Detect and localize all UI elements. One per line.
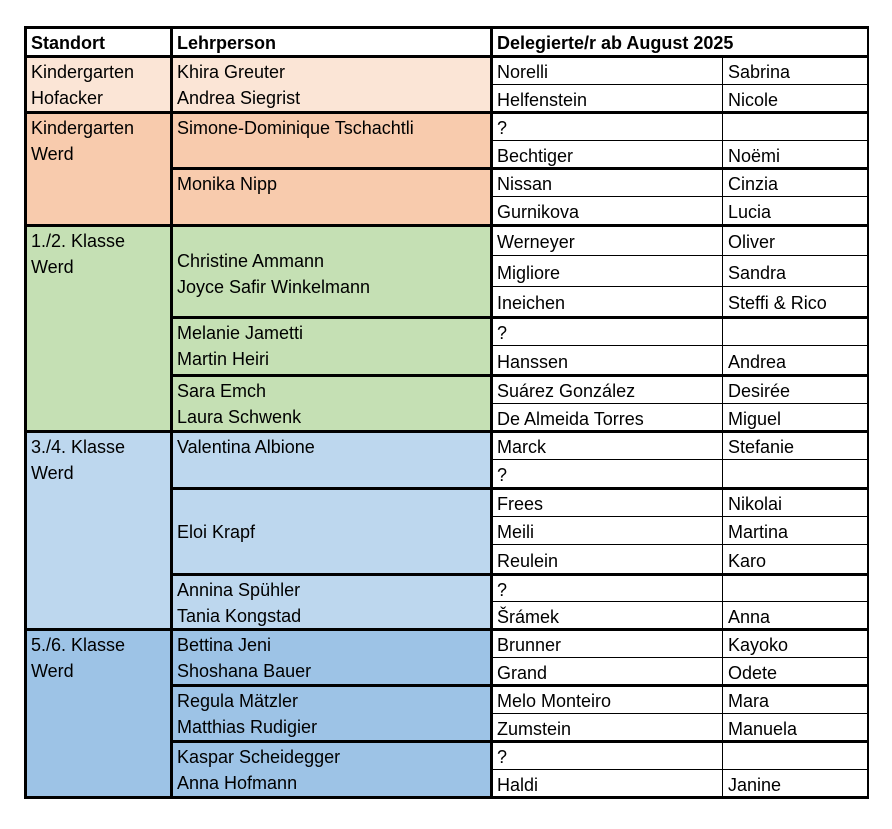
delegate-vorname-cell: Steffi & Rico	[728, 293, 827, 313]
delegate-vorname-cell: Anna	[728, 606, 771, 627]
grid-line	[170, 740, 869, 743]
grid-line	[490, 140, 869, 141]
delegate-vorname-cell	[723, 575, 868, 602]
delegate-name-cell: De Almeida Torres	[497, 408, 644, 429]
delegate-name-cell: Bechtiger	[497, 145, 574, 166]
delegate-vorname-cell	[723, 742, 868, 770]
header-standort: Standort	[31, 33, 105, 53]
grid-line	[170, 167, 869, 170]
standort-cell: Kindergarten Werd	[26, 113, 172, 225]
lehrperson-cell: Regula Mätzler Matthias Rudigier	[172, 686, 492, 741]
delegate-name-cell: Haldi	[497, 775, 539, 795]
grid-line	[490, 516, 869, 517]
grid-line	[170, 684, 869, 687]
delegate-vorname-cell	[723, 113, 868, 141]
delegate-vorname-cell: Karo	[728, 550, 767, 571]
delegate-name-cell: Grand	[497, 662, 548, 683]
lehrperson-cell: Melanie Jametti Martin Heiri	[172, 318, 492, 375]
grid-line	[490, 657, 869, 658]
lehrperson-cell: Khira Greuter Andrea Siegrist	[172, 57, 492, 112]
delegate-name-cell: Suárez González	[497, 381, 636, 401]
lehrperson-cell: Annina Spühler Tania Kongstad	[172, 575, 492, 629]
delegate-vorname-cell: Cinzia	[728, 174, 779, 194]
delegate-name-cell: Helfenstein	[497, 89, 588, 110]
grid-line	[490, 345, 869, 346]
delegate-vorname-cell: Lucia	[728, 202, 772, 222]
grid-line	[170, 316, 869, 319]
lehrperson-cell: Simone-Dominique Tschachtli	[172, 113, 492, 168]
delegate-name-cell: Brunner	[497, 635, 562, 655]
grid-line	[24, 55, 869, 58]
delegate-vorname-cell: Odete	[728, 662, 778, 683]
grid-line	[490, 196, 869, 197]
header-delegierte: Delegierte/r ab August 2025	[497, 33, 734, 53]
delegate-name-cell: Frees	[497, 494, 544, 514]
delegate-name-cell: Gurnikova	[497, 202, 580, 222]
lehrperson-cell: Kaspar Scheidegger Anna Hofmann	[172, 742, 492, 798]
delegate-name-cell: Werneyer	[497, 232, 575, 252]
grid-line	[24, 26, 869, 29]
delegate-vorname-cell: Mara	[728, 691, 770, 711]
grid-line	[24, 430, 869, 433]
grid-line	[490, 84, 869, 85]
standort-cell: Kindergarten Hofacker	[26, 57, 172, 112]
delegate-vorname-cell: Kayoko	[728, 635, 789, 655]
delegate-vorname-cell: Janine	[728, 775, 782, 795]
delegate-name-cell: Ineichen	[497, 293, 566, 313]
delegate-name-cell: ?	[497, 579, 508, 600]
grid-line	[24, 224, 869, 227]
delegate-name-cell: Zumstein	[497, 718, 572, 739]
grid-line	[490, 286, 869, 287]
delegate-vorname-cell: Desirée	[728, 381, 791, 401]
delegate-vorname-cell: Oliver	[728, 232, 776, 252]
delegate-name-cell: Nissan	[497, 174, 553, 194]
grid-line	[170, 487, 869, 490]
header-lehrperson: Lehrperson	[177, 33, 277, 53]
delegate-vorname-cell: Miguel	[728, 408, 782, 429]
delegate-name-cell: ?	[497, 747, 508, 767]
delegate-name-cell: ?	[497, 465, 508, 485]
lehrperson-cell: Valentina Albione	[172, 432, 492, 488]
grid-line	[490, 769, 869, 770]
delegate-name-cell: Reulein	[497, 550, 559, 571]
grid-line	[24, 26, 27, 799]
lehrperson-cell: Sara Emch Laura Schwenk	[172, 376, 492, 431]
delegate-name-cell: Migliore	[497, 262, 561, 283]
delegate-vorname-cell: Nikolai	[728, 494, 783, 514]
standort-cell: 3./4. Klasse Werd	[26, 432, 172, 629]
delegate-name-cell: Norelli	[497, 62, 549, 82]
grid-line	[490, 544, 869, 545]
delegate-vorname-cell: Sandra	[728, 262, 787, 283]
delegate-name-cell: Hanssen	[497, 351, 569, 372]
delegate-vorname-cell: Andrea	[728, 351, 787, 372]
delegate-name-cell: ?	[497, 323, 508, 343]
lehrperson-cell: Monika Nipp	[172, 169, 492, 225]
grid-line	[490, 459, 869, 460]
delegate-name-cell: Meili	[497, 522, 535, 542]
grid-line	[24, 111, 869, 114]
grid-line	[24, 796, 869, 799]
delegate-vorname-cell: Noëmi	[728, 145, 781, 166]
standort-cell: 1./2. Klasse Werd	[26, 226, 172, 431]
grid-line	[170, 573, 869, 576]
grid-line	[490, 255, 869, 256]
delegate-vorname-cell: Nicole	[728, 89, 779, 110]
lehrperson-cell: Eloi Krapf	[172, 489, 492, 574]
grid-line	[170, 374, 869, 377]
delegate-name-cell: Šrámek	[497, 606, 560, 627]
lehrperson-cell: Bettina Jeni Shoshana Bauer	[172, 630, 492, 685]
delegate-vorname-cell: Martina	[728, 522, 789, 542]
grid-line	[490, 403, 869, 404]
delegate-vorname-cell: Manuela	[728, 718, 798, 739]
delegate-name-cell: Marck	[497, 437, 546, 457]
grid-line	[490, 713, 869, 714]
lehrperson-cell: Christine Ammann Joyce Safir Winkelmann	[172, 226, 492, 317]
delegate-name-cell: Melo Monteiro	[497, 691, 612, 711]
standort-cell: 5./6. Klasse Werd	[26, 630, 172, 798]
grid-line	[490, 601, 869, 602]
grid-line	[24, 628, 869, 631]
delegate-vorname-cell: Sabrina	[728, 62, 791, 82]
delegate-vorname-cell	[723, 460, 868, 488]
delegate-vorname-cell	[723, 318, 868, 346]
delegate-name-cell: ?	[497, 118, 508, 138]
delegate-vorname-cell: Stefanie	[728, 437, 795, 457]
